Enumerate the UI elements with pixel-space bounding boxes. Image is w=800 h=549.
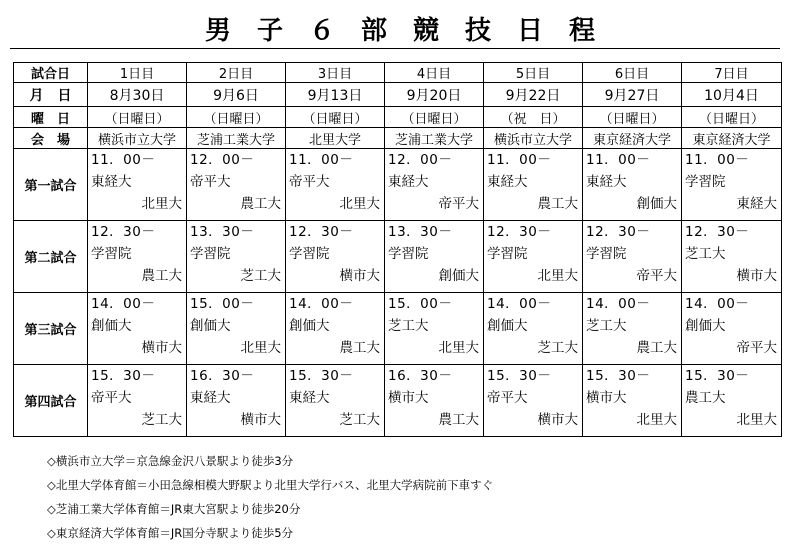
game-cell xyxy=(682,293,782,365)
home-team: 学習院 xyxy=(685,174,726,190)
game-time: 15．30－ xyxy=(685,368,750,384)
away-team: 横市大 xyxy=(339,268,380,284)
game-cell xyxy=(484,221,583,293)
home-team: 芝工大 xyxy=(586,318,627,334)
day-label: 4日目 xyxy=(385,63,484,83)
home-team: 学習院 xyxy=(388,246,429,262)
away-team: 芝工大 xyxy=(537,340,578,356)
game-cell xyxy=(484,293,583,365)
game-time: 12．30－ xyxy=(91,224,156,240)
date-cell: 9月13日 xyxy=(286,83,385,107)
game-time: 13．30－ xyxy=(388,224,453,240)
away-team: 北里大 xyxy=(141,196,182,212)
note-line: ◇横浜市立大学＝京急線金沢八景駅より徒歩3分 xyxy=(47,454,294,468)
weekday-cell: （日曜日） xyxy=(583,107,682,128)
match-label: 第二試合 xyxy=(14,221,88,293)
away-team: 芝工大 xyxy=(240,268,281,284)
weekday-cell: （日曜日） xyxy=(88,107,187,128)
away-team: 横市大 xyxy=(240,412,281,428)
weekday-cell: （日曜日） xyxy=(286,107,385,128)
game-time: 11．00－ xyxy=(289,152,354,168)
game-cell xyxy=(583,221,682,293)
game-cell xyxy=(583,149,682,221)
date-cell: 9月20日 xyxy=(385,83,484,107)
home-team: 学習院 xyxy=(289,246,330,262)
game-cell xyxy=(187,365,286,437)
game-time: 11．00－ xyxy=(586,152,651,168)
game-cell xyxy=(583,293,682,365)
home-team: 横市大 xyxy=(586,390,627,406)
game-cell xyxy=(682,149,782,221)
home-team: 学習院 xyxy=(190,246,231,262)
schedule-table xyxy=(13,62,782,437)
game-cell xyxy=(286,365,385,437)
home-team: 学習院 xyxy=(487,246,528,262)
away-team: 農工大 xyxy=(240,196,281,212)
game-cell xyxy=(583,365,682,437)
home-team: 東経大 xyxy=(388,174,429,190)
game-time: 12．00－ xyxy=(190,152,255,168)
venue-cell: 北里大学 xyxy=(286,128,385,149)
game-time: 15．30－ xyxy=(487,368,552,384)
weekday-header-label: 曜 日 xyxy=(14,107,88,128)
venue-cell: 東京経済大学 xyxy=(682,128,782,149)
game-cell xyxy=(88,221,187,293)
weekday-cell: （日曜日） xyxy=(385,107,484,128)
venue-notes xyxy=(47,449,493,545)
home-team: 創価大 xyxy=(289,318,330,334)
game-cell xyxy=(385,293,484,365)
game-time: 16．30－ xyxy=(190,368,255,384)
venue-row xyxy=(14,128,782,149)
weekday-row xyxy=(14,107,782,128)
away-team: 北里大 xyxy=(339,196,380,212)
home-team: 帝平大 xyxy=(91,390,132,406)
date-cell: 9月6日 xyxy=(187,83,286,107)
game-cell xyxy=(187,293,286,365)
weekday-cell: （日曜日） xyxy=(682,107,782,128)
game-time: 15．30－ xyxy=(586,368,651,384)
game-cell xyxy=(286,149,385,221)
away-team: 芝工大 xyxy=(141,412,182,428)
game-cell xyxy=(88,149,187,221)
game-time: 12．30－ xyxy=(487,224,552,240)
away-team: 東経大 xyxy=(736,196,777,212)
home-team: 帝平大 xyxy=(487,390,528,406)
page-title: 男 子 ６ 部 競 技 日 程 xyxy=(204,16,595,46)
date-cell: 9月27日 xyxy=(583,83,682,107)
away-team: 横市大 xyxy=(736,268,777,284)
game-cell xyxy=(682,221,782,293)
game-cell xyxy=(187,149,286,221)
away-team: 農工大 xyxy=(141,268,182,284)
day-label: 3日目 xyxy=(286,63,385,83)
home-team: 創価大 xyxy=(685,318,726,334)
game-time: 15．30－ xyxy=(289,368,354,384)
game-time: 11．00－ xyxy=(487,152,552,168)
away-team: 北里大 xyxy=(636,412,677,428)
venue-header-label: 会 場 xyxy=(14,128,88,149)
game-time: 12．30－ xyxy=(685,224,750,240)
game-time: 11．00－ xyxy=(685,152,750,168)
game-time: 14．00－ xyxy=(586,296,651,312)
day-label: 2日目 xyxy=(187,63,286,83)
venue-cell: 芝浦工業大学 xyxy=(187,128,286,149)
away-team: 農工大 xyxy=(339,340,380,356)
game-cell xyxy=(88,293,187,365)
note-line: ◇芝浦工業大学体育館＝JR東大宮駅より徒歩20分 xyxy=(47,502,301,516)
game-cell xyxy=(385,365,484,437)
game-cell xyxy=(682,365,782,437)
away-team: 北里大 xyxy=(240,340,281,356)
home-team: 横市大 xyxy=(388,390,429,406)
game-cell xyxy=(484,365,583,437)
date-cell: 8月30日 xyxy=(88,83,187,107)
match-label: 第三試合 xyxy=(14,293,88,365)
game-time: 12．00－ xyxy=(388,152,453,168)
day-label: 6日目 xyxy=(583,63,682,83)
game-time: 13．30－ xyxy=(190,224,255,240)
home-team: 芝工大 xyxy=(685,246,726,262)
game-time: 15．30－ xyxy=(91,368,156,384)
home-team: 東経大 xyxy=(289,390,330,406)
home-team: 創価大 xyxy=(487,318,528,334)
home-team: 学習院 xyxy=(586,246,627,262)
date-cell: 9月22日 xyxy=(484,83,583,107)
game-time: 12．30－ xyxy=(586,224,651,240)
away-team: 芝工大 xyxy=(339,412,380,428)
match-row xyxy=(14,365,782,437)
game-cell xyxy=(385,149,484,221)
away-team: 帝平大 xyxy=(636,268,677,284)
date-cell: 10月4日 xyxy=(682,83,782,107)
day-label: 1日目 xyxy=(88,63,187,83)
away-team: 帝平大 xyxy=(438,196,479,212)
home-team: 学習院 xyxy=(91,246,132,262)
game-cell xyxy=(88,365,187,437)
game-time: 15．00－ xyxy=(190,296,255,312)
home-team: 東経大 xyxy=(190,390,231,406)
venue-cell: 東京経済大学 xyxy=(583,128,682,149)
match-row xyxy=(14,221,782,293)
match-label: 第四試合 xyxy=(14,365,88,437)
game-time: 14．00－ xyxy=(289,296,354,312)
home-team: 帝平大 xyxy=(190,174,231,190)
game-time: 11．00－ xyxy=(91,152,156,168)
game-cell xyxy=(385,221,484,293)
away-team: 横市大 xyxy=(141,340,182,356)
home-team: 東経大 xyxy=(586,174,627,190)
venue-cell: 芝浦工業大学 xyxy=(385,128,484,149)
away-team: 帝平大 xyxy=(736,340,777,356)
weekday-cell: （日曜日） xyxy=(187,107,286,128)
away-team: 北里大 xyxy=(438,340,479,356)
home-team: 創価大 xyxy=(91,318,132,334)
away-team: 北里大 xyxy=(537,268,578,284)
note-line: ◇東京経済大学体育館＝JR国分寺駅より徒歩5分 xyxy=(47,526,294,540)
home-team: 東経大 xyxy=(91,174,132,190)
title-underline xyxy=(10,48,780,49)
home-team: 帝平大 xyxy=(289,174,330,190)
day-header-label: 試合日 xyxy=(14,63,88,83)
game-time: 15．00－ xyxy=(388,296,453,312)
game-cell xyxy=(286,221,385,293)
game-time: 14．00－ xyxy=(91,296,156,312)
venue-cell: 横浜市立大学 xyxy=(484,128,583,149)
day-label: 7日目 xyxy=(682,63,782,83)
away-team: 横市大 xyxy=(537,412,578,428)
match-label: 第一試合 xyxy=(14,149,88,221)
match-row xyxy=(14,149,782,221)
home-team: 農工大 xyxy=(685,390,726,406)
home-team: 東経大 xyxy=(487,174,528,190)
date-header-label: 月 日 xyxy=(14,83,88,107)
away-team: 農工大 xyxy=(438,412,479,428)
game-time: 14．00－ xyxy=(487,296,552,312)
match-row xyxy=(14,293,782,365)
home-team: 芝工大 xyxy=(388,318,429,334)
date-row xyxy=(14,83,782,107)
away-team: 農工大 xyxy=(636,340,677,356)
day-row xyxy=(14,63,782,83)
weekday-cell: （祝 日） xyxy=(484,107,583,128)
game-time: 12．30－ xyxy=(289,224,354,240)
game-cell xyxy=(484,149,583,221)
home-team: 創価大 xyxy=(190,318,231,334)
note-line: ◇北里大学体育館＝小田急線相模大野駅より北里大学行バス、北里大学病院前下車すぐ xyxy=(47,478,494,492)
away-team: 創価大 xyxy=(636,196,677,212)
game-time: 14．00－ xyxy=(685,296,750,312)
away-team: 創価大 xyxy=(438,268,479,284)
game-cell xyxy=(187,221,286,293)
venue-cell: 横浜市立大学 xyxy=(88,128,187,149)
away-team: 北里大 xyxy=(736,412,777,428)
game-cell xyxy=(286,293,385,365)
day-label: 5日目 xyxy=(484,63,583,83)
game-time: 16．30－ xyxy=(388,368,453,384)
away-team: 農工大 xyxy=(537,196,578,212)
